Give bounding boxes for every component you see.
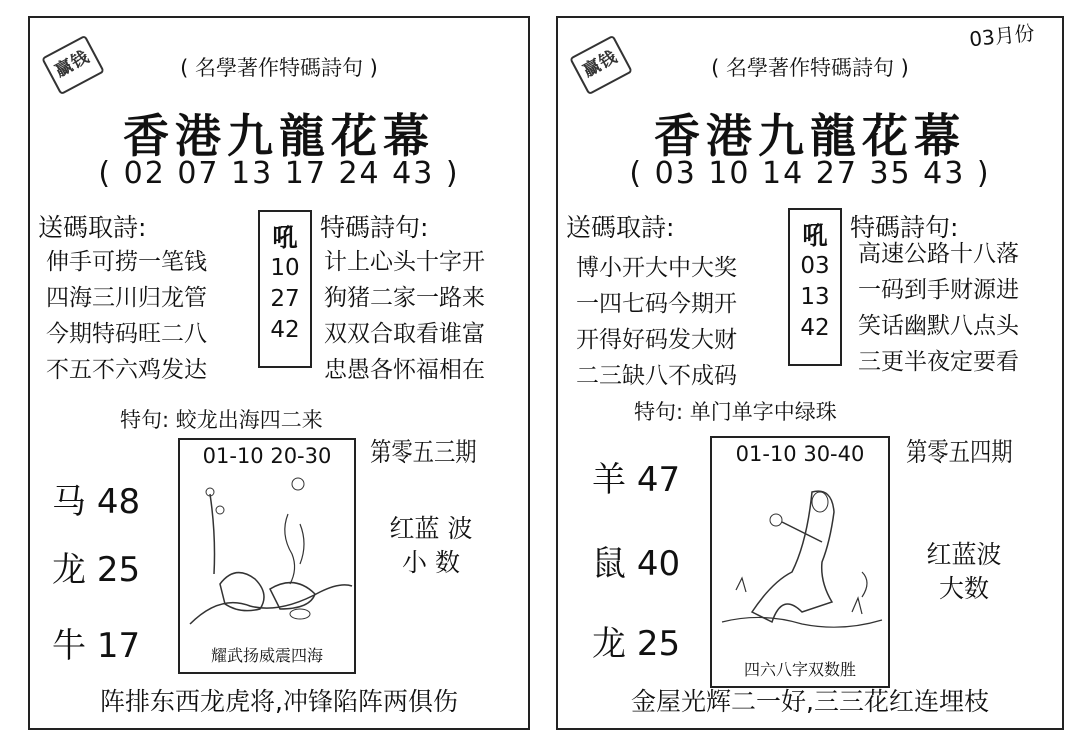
send-line: 博小开大中大奖: [576, 255, 737, 281]
zodiac-name: 鼠: [592, 544, 626, 584]
wave-size: 小 数: [402, 548, 460, 577]
zodiac-row: [592, 616, 680, 665]
numbers-line: ( 03 10 14 27 35 43 ): [629, 156, 991, 191]
footer-poem: 金屋光辉二一好,三三花红连埋枝: [631, 687, 989, 716]
special-line: 狗猪二家一路来: [324, 285, 485, 311]
subtitle: ( 名學著作特碼詩句 ): [180, 56, 378, 80]
zodiac-row: [592, 452, 680, 501]
zodiac-row: [52, 542, 140, 591]
number-range: 01-10 30-40: [735, 442, 865, 466]
illustration-caption: 耀武扬威震四海: [210, 646, 323, 665]
illustration-box: [710, 436, 890, 688]
special-line: 双双合取看谁富: [324, 321, 485, 347]
stamp-logo: 贏钱: [569, 35, 633, 96]
issue-number: 第零五四期: [906, 438, 1013, 468]
zodiac-number: 25: [96, 550, 141, 590]
zodiac-name: 马: [52, 482, 86, 522]
code-number: 03: [800, 253, 830, 279]
page-title: 香港九龍花幕: [123, 109, 435, 163]
zodiac-row: [52, 474, 140, 523]
subtitle: ( 名學著作特碼詩句 ): [711, 56, 909, 80]
zodiac-row: [52, 618, 140, 667]
numbers-line: ( 02 07 13 17 24 43 ): [98, 156, 460, 191]
zodiac-row: [592, 536, 680, 585]
send-poem: [576, 250, 737, 394]
send-line: 不五不六鸡发达: [46, 357, 207, 383]
zodiac-name: 龙: [52, 550, 86, 590]
sketch-illustration: [712, 472, 888, 658]
zodiac-number: 47: [636, 460, 681, 500]
zodiac-name: 羊: [592, 460, 626, 500]
zodiac-number: 25: [636, 624, 681, 664]
send-line: 开得好码发大财: [576, 327, 737, 353]
special-sentence: 特句: 单门单字中绿珠: [634, 400, 837, 424]
page-title: 香港九龍花幕: [654, 109, 966, 163]
right-panel: [556, 16, 1064, 730]
special-sentence: 特句: 蛟龙出海四二来: [120, 408, 323, 432]
code-number: 13: [800, 284, 830, 310]
month-note: 03月份: [967, 20, 1036, 52]
wave-size: 大数: [938, 574, 989, 603]
issue-number: 第零五三期: [370, 438, 477, 468]
special-poem: [324, 244, 485, 388]
zodiac-number: 40: [636, 544, 681, 584]
special-heading: 特碼詩句:: [320, 213, 429, 242]
code-number: 10: [270, 255, 300, 281]
stamp-logo: 贏钱: [41, 35, 105, 96]
special-line: 笑话幽默八点头: [858, 313, 1019, 339]
zodiac-number: 48: [96, 482, 141, 522]
zodiac-name: 牛: [52, 626, 86, 666]
wave-label: [376, 512, 486, 580]
special-poem: [858, 236, 1019, 380]
footer-poem: 阵排东西龙虎将,冲锋陷阵两俱伤: [100, 687, 458, 716]
roar-char: 吼: [802, 221, 828, 250]
wave-color: 红蓝 波: [389, 514, 473, 543]
illustration-caption: 四六八字双数胜: [743, 660, 856, 679]
special-line: 一码到手财源进: [858, 277, 1019, 303]
sketch-illustration: [180, 474, 354, 644]
send-line: 四海三川归龙管: [46, 285, 207, 311]
code-number: 42: [800, 315, 830, 341]
special-line: 三更半夜定要看: [858, 349, 1019, 375]
zodiac-name: 龙: [592, 624, 626, 664]
zodiac-number: 17: [96, 626, 141, 666]
wave-label: [904, 538, 1024, 606]
send-poem: [46, 244, 207, 388]
send-line: 一四七码今期开: [576, 291, 737, 317]
wave-color: 红蓝波: [926, 540, 1002, 569]
number-range: 01-10 20-30: [202, 444, 332, 468]
special-line: 忠愚各怀福相在: [324, 357, 485, 383]
special-heading: 特碼詩句:: [850, 213, 959, 242]
code-number: 27: [270, 286, 300, 312]
send-heading: 送碼取詩:: [38, 213, 147, 242]
code-box: [258, 210, 312, 368]
special-line: 高速公路十八落: [858, 241, 1019, 267]
roar-char: 吼: [272, 223, 298, 252]
illustration-box: [178, 438, 356, 674]
send-heading: 送碼取詩:: [566, 213, 675, 242]
send-line: 今期特码旺二八: [46, 321, 207, 347]
send-line: 二三缺八不成码: [576, 363, 737, 389]
send-line: 伸手可捞一笔钱: [46, 249, 207, 275]
code-number: 42: [270, 317, 300, 343]
code-box: [788, 208, 842, 366]
special-line: 计上心头十字开: [324, 249, 485, 275]
left-panel: [28, 16, 530, 730]
